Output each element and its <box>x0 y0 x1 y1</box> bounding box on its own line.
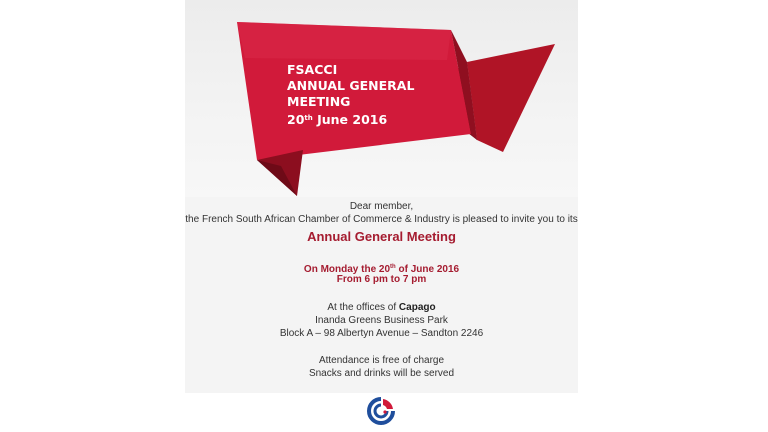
banner-line-1: FSACCI <box>287 62 338 77</box>
address-line-2: Block A – 98 Albertyn Avenue – Sandton 2246 <box>279 328 484 339</box>
invitation-card <box>185 0 578 432</box>
footer-logo-area <box>185 393 578 432</box>
banner-line-3: MEETING <box>287 94 351 109</box>
address-line-1: Inanda Greens Business Park <box>315 315 448 326</box>
event-title: Annual General Meeting <box>307 229 456 244</box>
banner-title <box>287 62 414 128</box>
cci-logo-icon <box>366 396 396 426</box>
venue-name: Capago <box>398 302 436 313</box>
greeting: Dear member, <box>349 201 414 212</box>
note-free-attendance: Attendance is free of charge <box>318 355 445 366</box>
invitation-body <box>185 197 578 393</box>
intro-text: the French South African Chamber of Commerce & Industry is pleased to invite you to its <box>185 214 578 225</box>
event-date: On Monday the 20th of June 2016 <box>303 264 460 275</box>
venue-line: At the offices of Capago <box>327 302 436 313</box>
banner-line-2: ANNUAL GENERAL <box>287 78 415 93</box>
note-snacks: Snacks and drinks will be served <box>308 368 455 379</box>
event-time: From 6 pm to 7 pm <box>336 274 427 285</box>
banner-area <box>185 0 578 197</box>
banner-date: 20th June 2016 <box>287 112 388 127</box>
